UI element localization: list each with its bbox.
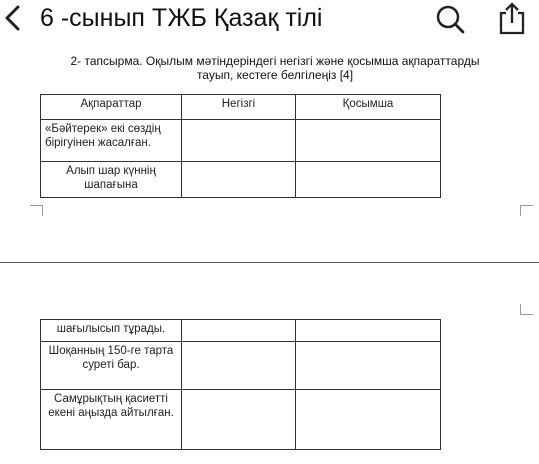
table-cell: Алып шар күннің шапағына bbox=[41, 162, 182, 198]
table-cell-empty bbox=[182, 120, 296, 162]
table-row bbox=[41, 162, 441, 198]
table-cell: «Бәйтерек» екі сөздің бірігуінен жасалған. bbox=[41, 120, 182, 162]
task-line-2: тауып, кестеге белгілеңіз [4] bbox=[196, 68, 354, 82]
chevron-left-icon[interactable] bbox=[2, 4, 24, 32]
column-header: Негізгі bbox=[182, 95, 296, 120]
table-cell: шағылысып тұрады. bbox=[41, 320, 182, 342]
table-cell-empty bbox=[296, 320, 441, 342]
info-table-bottom bbox=[40, 319, 441, 450]
column-header: Қосымша bbox=[296, 95, 441, 120]
share-icon[interactable] bbox=[497, 1, 527, 35]
page-corner-mark bbox=[30, 205, 43, 216]
page-title: 6 -сынып ТЖБ Қазақ тілі bbox=[40, 4, 323, 32]
table-cell-empty bbox=[296, 390, 441, 450]
task-line-1: 2- тапсырма. Оқылым мәтіндеріндегі негізгі және қосымша ақпараттарды bbox=[70, 54, 480, 68]
search-icon[interactable] bbox=[433, 4, 467, 34]
task-instruction bbox=[40, 54, 510, 82]
table-cell-empty bbox=[296, 342, 441, 390]
table-cell: Шоқанның 150-ге тарта суреті бар. bbox=[41, 342, 182, 390]
table-header-row bbox=[41, 95, 441, 120]
table-row bbox=[41, 320, 441, 342]
table-cell-empty bbox=[296, 162, 441, 198]
info-table-top bbox=[40, 94, 441, 198]
table-cell-empty bbox=[182, 162, 296, 198]
table-cell: Самұрықтың қасиетті екені аңызда айтылған. bbox=[41, 390, 182, 450]
table-row bbox=[41, 390, 441, 450]
top-bar bbox=[0, 0, 539, 38]
table-cell-empty bbox=[182, 390, 296, 450]
table-cell-empty bbox=[296, 120, 441, 162]
table-cell-empty bbox=[182, 342, 296, 390]
page-divider bbox=[0, 262, 539, 263]
table-cell-empty bbox=[182, 320, 296, 342]
table-row bbox=[41, 120, 441, 162]
table-row bbox=[41, 342, 441, 390]
page-corner-mark bbox=[520, 205, 533, 216]
page-corner-mark bbox=[520, 304, 533, 315]
column-header: Ақпараттар bbox=[41, 95, 182, 120]
